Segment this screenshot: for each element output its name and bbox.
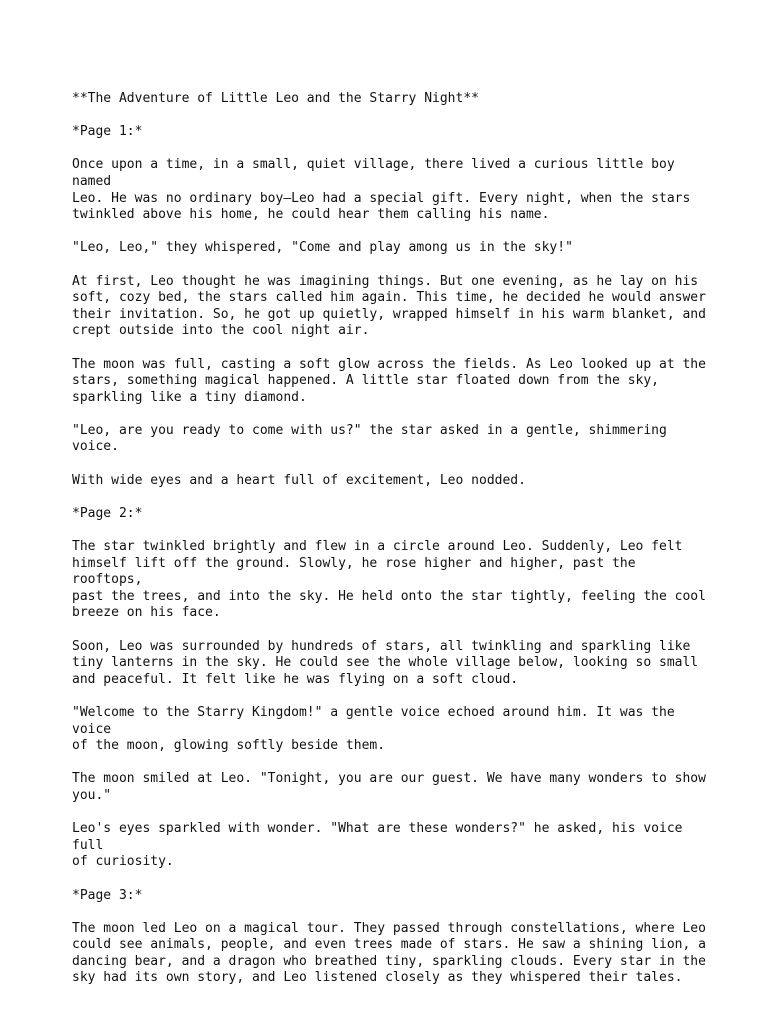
page-3-heading: *Page 3:* bbox=[72, 887, 143, 903]
page-1-paragraph: With wide eyes and a heart full of excitement, Leo nodded. bbox=[72, 472, 526, 488]
page-1-paragraph: "Leo, Leo," they whispered, "Come and play among us in the sky!" bbox=[72, 240, 573, 256]
page-2-paragraph: The star twinkled brightly and flew in a circle around Leo. Suddenly, Leo felt himself lift off the ground. Slowly, he rose higher and higher, past the rooftops, past the trees, and into the sky. He held onto the star tightly, feeling the cool breeze on his face. bbox=[72, 539, 706, 621]
page-1-paragraph: The moon was full, casting a soft glow across the fields. As Leo looked up at the stars, something magical happened. A little star floated down from the sky, sparkling like a tiny diamond. bbox=[72, 356, 706, 405]
page-1-paragraph: Once upon a time, in a small, quiet village, there lived a curious little boy named Leo. He was no ordinary boy—Leo had a special gift. Every night, when the stars twinkled above his home, he could hear them calling his name. bbox=[72, 157, 691, 223]
page-2-paragraph: "Welcome to the Starry Kingdom!" a gentle voice echoed around him. It was the voice of the moon, glowing softly beside them. bbox=[72, 704, 675, 754]
page-2-paragraph: Leo's eyes sparkled with wonder. "What are these wonders?" he asked, his voice full of curiosity. bbox=[72, 821, 683, 870]
page-2-paragraph: Soon, Leo was surrounded by hundreds of stars, all twinkling and sparkling like tiny lanterns in the sky. He could see the whole village below, looking so small and peaceful. It felt like he was flying on a soft cloud. bbox=[72, 638, 699, 687]
page-2-paragraph: The moon smiled at Leo. "Tonight, you are our guest. We have many wonders to show you." bbox=[72, 771, 706, 803]
page-1-paragraph: "Leo, are you ready to come with us?" the star asked in a gentle, shimmering voice. bbox=[72, 422, 667, 455]
page-3-paragraph: The moon led Leo on a magical tour. They passed through constellations, where Leo could see animals, people, and even trees made of stars. He saw a shining lion, a dancing bear, and a dragon who breathed tiny, sparkling clouds. Every star in the sky had its own story, and Leo listened closely as they whispered their tales. bbox=[72, 920, 706, 986]
story-title: **The Adventure of Little Leo and the Starry Night** bbox=[72, 91, 479, 106]
document-page bbox=[72, 91, 712, 1004]
page-1-heading: *Page 1:* bbox=[72, 124, 143, 140]
page-1-paragraph: At first, Leo thought he was imagining things. But one evening, as he lay on his soft, cozy bed, the stars called him again. This time, he decided he would answer their invitation. So, he got up quietly, wrapped himself in his warm blanket, and crept outside into the cool night air. bbox=[72, 273, 706, 339]
page-2-heading: *Page 2:* bbox=[72, 505, 143, 521]
